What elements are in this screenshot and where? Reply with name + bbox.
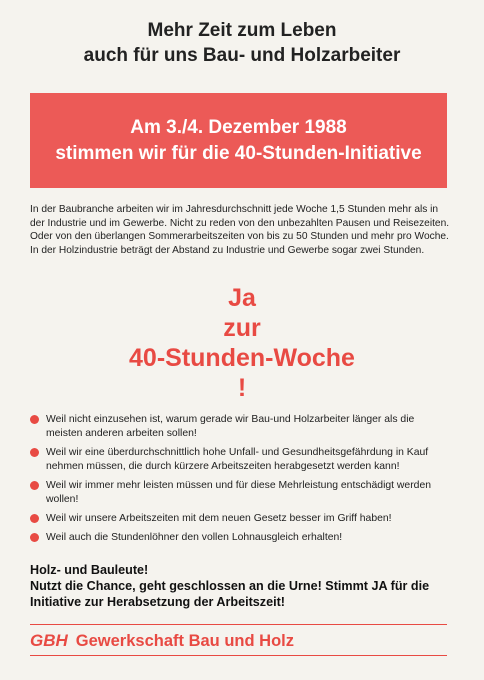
reason-text: Weil wir unsere Arbeitszeiten mit dem neuen Gesetz besser im Griff haben! xyxy=(46,513,392,524)
reasons-list xyxy=(30,413,450,550)
appeal xyxy=(30,562,450,610)
footer-divider-bottom xyxy=(30,655,447,656)
reason-item xyxy=(30,531,450,545)
banner-line-2: stimmen wir für die 40-Stunden-Initiative xyxy=(55,142,422,164)
headline-line-1: Mehr Zeit zum Leben xyxy=(147,20,337,41)
appeal-line-1: Holz- und Bauleute! xyxy=(30,563,149,577)
intro-paragraph: In der Baubranche arbeiten wir im Jahresdurchschnitt jede Woche 1,5 Stunden mehr als in der Industrie und im Gewerbe. Nicht zu reden von den unbezahlten Pausen und Reisezeiten. Oder von den überlangen Sommerarbeitszeiten von bis zu 50 Stunden und mehr pro Woche. In der Holzindustrie beträgt der Abstand zu Industrie und Gewerbe sogar zwei Stunden. xyxy=(30,204,450,256)
date-banner xyxy=(30,93,447,188)
reason-item xyxy=(30,413,450,441)
bullet-dot-icon xyxy=(30,448,39,457)
slogan xyxy=(0,283,484,403)
organization-name: Gewerkschaft Bau und Holz xyxy=(75,632,294,650)
reason-text: Weil wir eine überdurchschnittlich hohe Unfall- und Gesundheitsgefährdung in Kauf nehmen müssen, die durch kürzere Arbeitszeiten herabgesetzt werden kann! xyxy=(46,447,429,472)
slogan-line-3: 40-Stunden-Woche xyxy=(129,344,355,372)
headline-line-2: auch für uns Bau- und Holzarbeiter xyxy=(83,45,401,66)
bullet-dot-icon xyxy=(30,533,39,542)
bullet-dot-icon xyxy=(30,415,39,424)
reason-text: Weil wir immer mehr leisten müssen und für diese Mehrleistung entschädigt werden wollen! xyxy=(46,480,432,505)
bullet-dot-icon xyxy=(30,481,39,490)
headline xyxy=(0,18,484,68)
footer-divider-top xyxy=(30,624,447,625)
appeal-line-2: Nutzt die Chance, geht geschlossen an die Urne! Stimmt JA für die Initiative zur Herabsetzung der Arbeitszeit! xyxy=(30,579,430,609)
slogan-line-1: Ja xyxy=(228,284,256,312)
reason-item xyxy=(30,446,450,474)
reason-item xyxy=(30,479,450,507)
gbh-logo: GBH xyxy=(30,631,68,650)
reason-text: Weil nicht einzusehen ist, warum gerade wir Bau-und Holzarbeiter länger als die meisten anderen arbeiten sollen! xyxy=(46,414,415,439)
banner-line-1: Am 3./4. Dezember 1988 xyxy=(130,116,347,138)
reason-item xyxy=(30,512,450,526)
reason-text: Weil auch die Stundenlöhner den vollen Lohnausgleich erhalten! xyxy=(46,532,343,543)
footer xyxy=(30,630,294,652)
slogan-line-2: zur xyxy=(223,314,261,342)
bullet-dot-icon xyxy=(30,514,39,523)
slogan-line-4: ! xyxy=(237,374,247,402)
